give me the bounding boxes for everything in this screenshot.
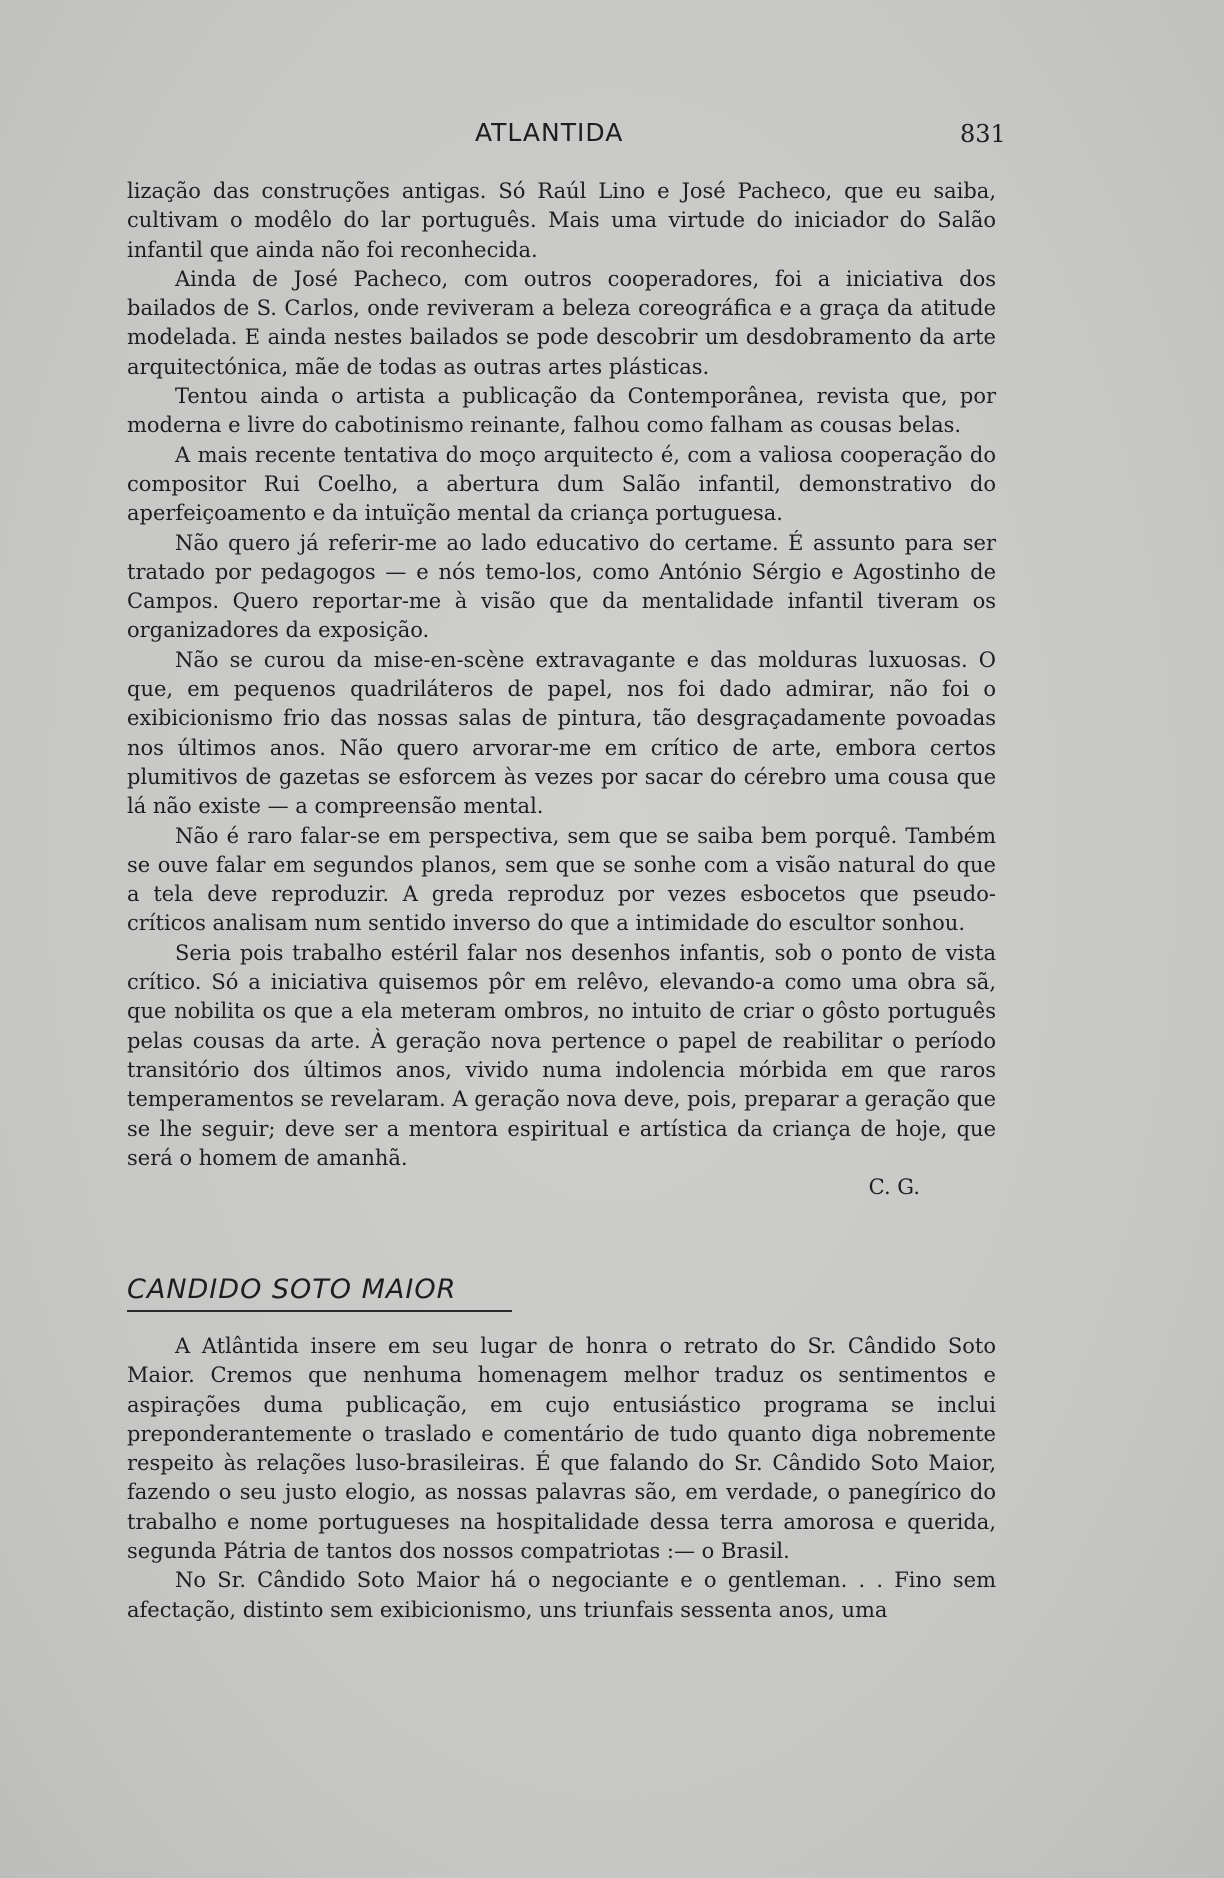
section-heading: CANDIDO SOTO MAIOR xyxy=(127,1274,457,1305)
running-title: ATLANTIDA xyxy=(475,118,624,147)
running-head xyxy=(0,118,1224,150)
section-body xyxy=(127,1332,996,1625)
paragraph: Seria pois trabalho estéril falar nos desenhos infantis, sob o ponto de vista crítico. Só a iniciativa quisemos pôr em relêvo, elevando-a como uma obra sã, que nobilita os que a ela meteram ombros, no intuito de criar o gôsto português pelas cousas da arte. À geração nova pertence o papel de reabilitar o período transitório dos últimos anos, vivido numa indolencia mórbida em que raros temperamentos se revelaram. A geração nova deve, pois, preparar a geração que se lhe seguir; deve ser a mentora espiritual e artística da criança de hoje, que será o homem de amanhã. xyxy=(127,940,996,1170)
paragraph: Não quero já referir-me ao lado educativo do certame. É assunto para ser tratado por pedagogos — e nós temo-los, como António Sérgio e Agostinho de Campos. Quero reportar-me à visão que da mentalidade infantil tiveram os organizadores da exposição. xyxy=(127,530,996,643)
paragraph: Não é raro falar-se em perspectiva, sem que se saiba bem porquê. Também se ouve falar em segundos planos, sem que se sonhe com a visão natural do que a tela deve reproduzir. A greda reproduz por vezes esbocetos que pseudo-críticos analisam num sentido inverso do que a intimidade do escultor sonhou. xyxy=(127,823,996,936)
paragraph: No Sr. Cândido Soto Maior há o negociante e o gentleman. . . Fino sem afectação, distinto sem exibicionismo, uns triunfais sessenta anos, uma xyxy=(127,1568,996,1622)
author-signature: C. G. xyxy=(868,1175,920,1200)
paragraph: Não se curou da mise-en-scène extravagante e das molduras luxuosas. O que, em pequenos quadriláteros de papel, nos foi dado admirar, não foi o exibicionismo frio das nossas salas de pintura, tão desgraçadamente povoadas nos últimos anos. Não quero arvorar-me em crítico de arte, embora certos plumitivos de gazetas se esforcem às vezes por sacar do cérebro uma cousa que lá não existe — a compreensão mental. xyxy=(127,647,996,819)
page-number: 831 xyxy=(960,120,1006,148)
heading-underline xyxy=(127,1310,512,1312)
paragraph: lização das construções antigas. Só Raúl Lino e José Pacheco, que eu saiba, cultivam o modêlo do lar português. Mais uma virtude do iniciador do Salão infantil que ainda não foi reconhecida. xyxy=(127,179,996,262)
paragraph: Ainda de José Pacheco, com outros cooperadores, foi a iniciativa dos bailados de S. Carlos, onde reviveram a beleza coreográfica e a graça da atitude modelada. E ainda nestes bailados se pode descobrir um desdobramento da arte arquitectónica, mãe de todas as outras artes plásticas. xyxy=(127,266,996,379)
paragraph: Tentou ainda o artista a publicação da Contemporânea, revista que, por moderna e livre do cabotinismo reinante, falhou como falham as cousas belas. xyxy=(127,384,996,438)
article-body xyxy=(127,177,996,1202)
paragraph: A mais recente tentativa do moço arquitecto é, com a valiosa cooperação do compositor Rui Coelho, a abertura dum Salão infantil, demonstrativo do aperfeiçoamento e da intuïção mental da criança portuguesa. xyxy=(127,442,996,526)
paragraph: A Atlântida insere em seu lugar de honra o retrato do Sr. Cândido Soto Maior. Cremos que nenhuma homenagem melhor traduz os sentimentos e aspirações duma publicação, em cujo entusiástico programa se inclui preponderantemente o traslado e comentário de tudo quanto diga nobremente respeito às relações luso-brasileiras. É que falando do Sr. Cândido Soto Maior, fazendo o seu justo elogio, as nossas palavras são, em verdade, o panegírico do trabalho e nome portugueses na hospitalidade dessa terra amorosa e querida, segunda Pátria de tantos dos nossos compatriotas :— o Brasil. xyxy=(127,1334,996,1564)
